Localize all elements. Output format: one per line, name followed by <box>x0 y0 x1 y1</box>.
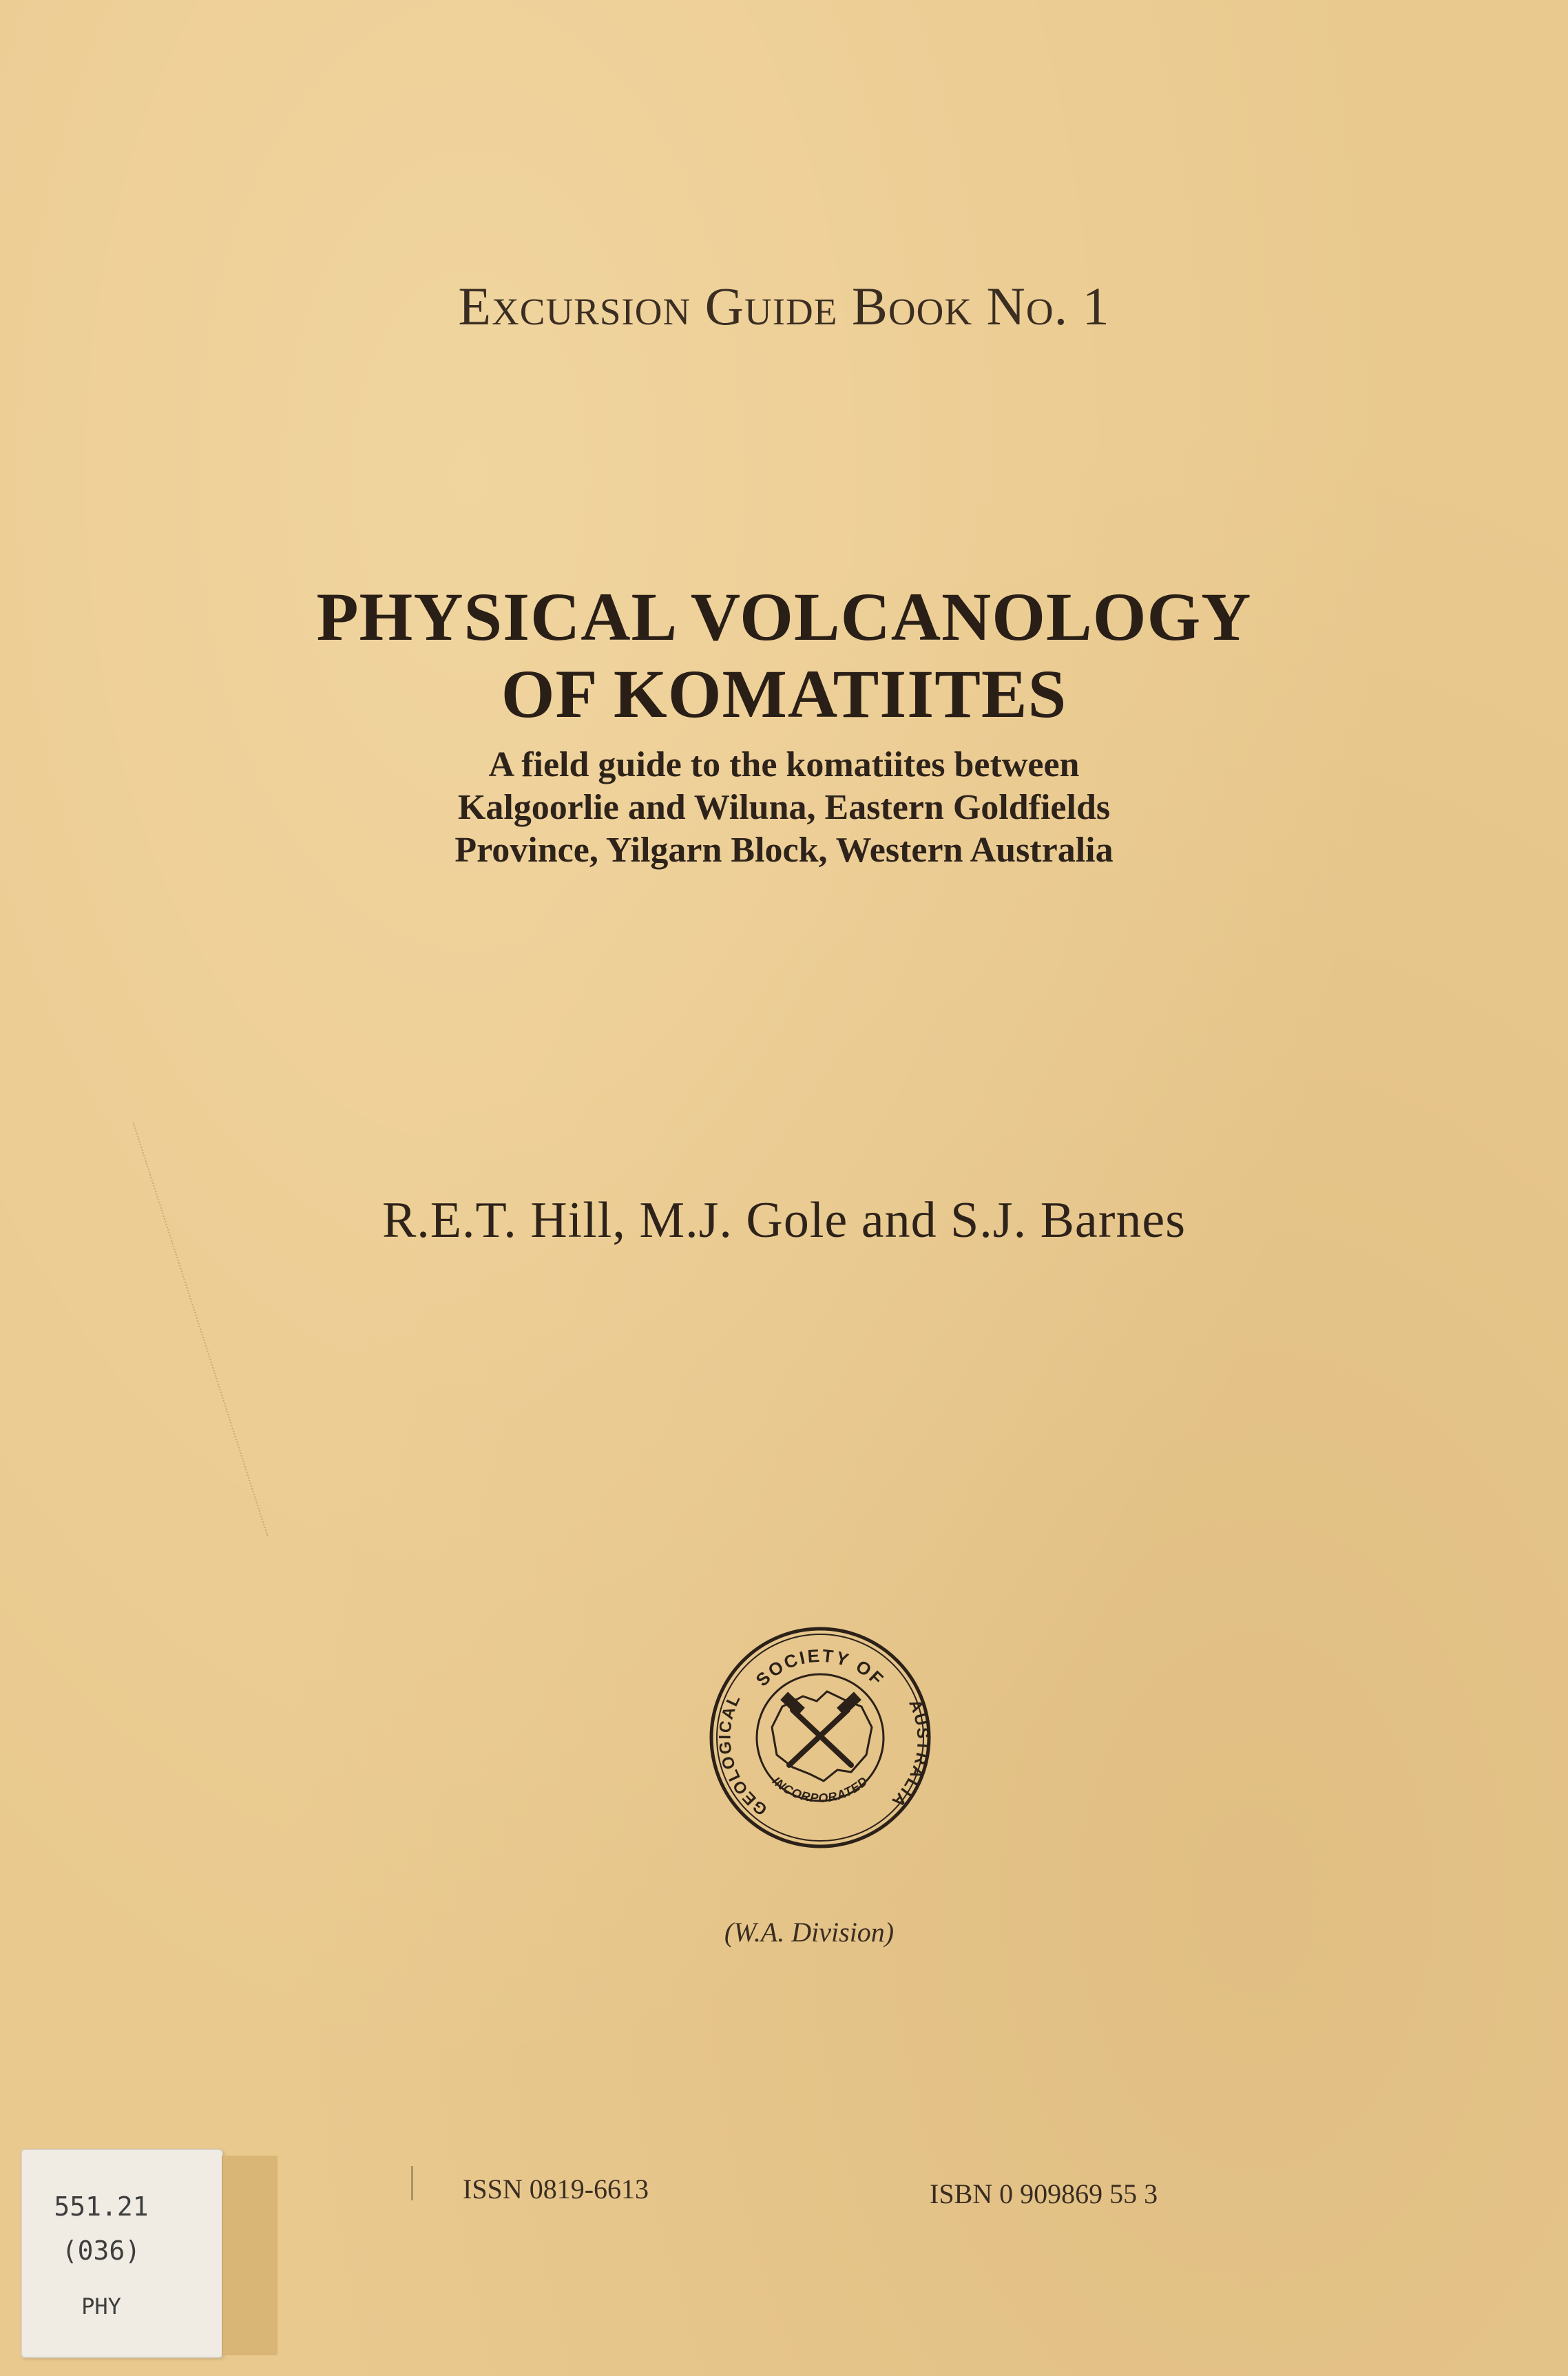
title-line-2: OF KOMATIITES <box>501 656 1067 732</box>
seal-text-left: GEOLOGICAL <box>715 1691 771 1820</box>
crossed-hammers-icon <box>789 1710 851 1765</box>
book-subtitle <box>0 744 1568 872</box>
svg-text:SOCIETY OF <box>751 1645 888 1691</box>
society-seal-logo <box>707 1624 934 1851</box>
subtitle-line-2: Kalgoorlie and Wiluna, Eastern Goldfields <box>457 788 1111 827</box>
print-mark <box>411 2166 413 2200</box>
seal-text-right: AUSTRALIA <box>887 1697 932 1812</box>
subtitle-line-3: Province, Yilgarn Block, Western Australia <box>454 831 1114 870</box>
authors: R.E.T. Hill, M.J. Gole and S.J. Barnes <box>381 1192 1187 1249</box>
svg-text:AUSTRALIA <box>888 1697 932 1811</box>
call-number-line-3: PHY <box>81 2293 121 2320</box>
isbn-number: ISBN 0 909869 55 3 <box>930 2178 1158 2209</box>
book-title <box>0 579 1568 733</box>
cover-crease-mark <box>133 1123 379 1536</box>
seal-text-top: SOCIETY OF <box>751 1645 889 1691</box>
library-call-number-label <box>21 2149 223 2358</box>
issn-number: ISSN 0819-6613 <box>463 2174 649 2205</box>
seal-text-bottom: INCORPORATED <box>769 1773 871 1806</box>
division-caption: (W.A. Division) <box>724 1917 895 1948</box>
subtitle-line-1: A field guide to the komatiites between <box>488 745 1080 784</box>
call-number-line-1: 551.21 <box>54 2191 149 2222</box>
call-number-line-2: (036) <box>61 2236 141 2266</box>
label-tab-strip <box>222 2156 278 2355</box>
series-title: Excursion Guide Book No. 1 <box>458 276 1110 336</box>
title-line-1: PHYSICAL VOLCANOLOGY <box>316 579 1252 655</box>
